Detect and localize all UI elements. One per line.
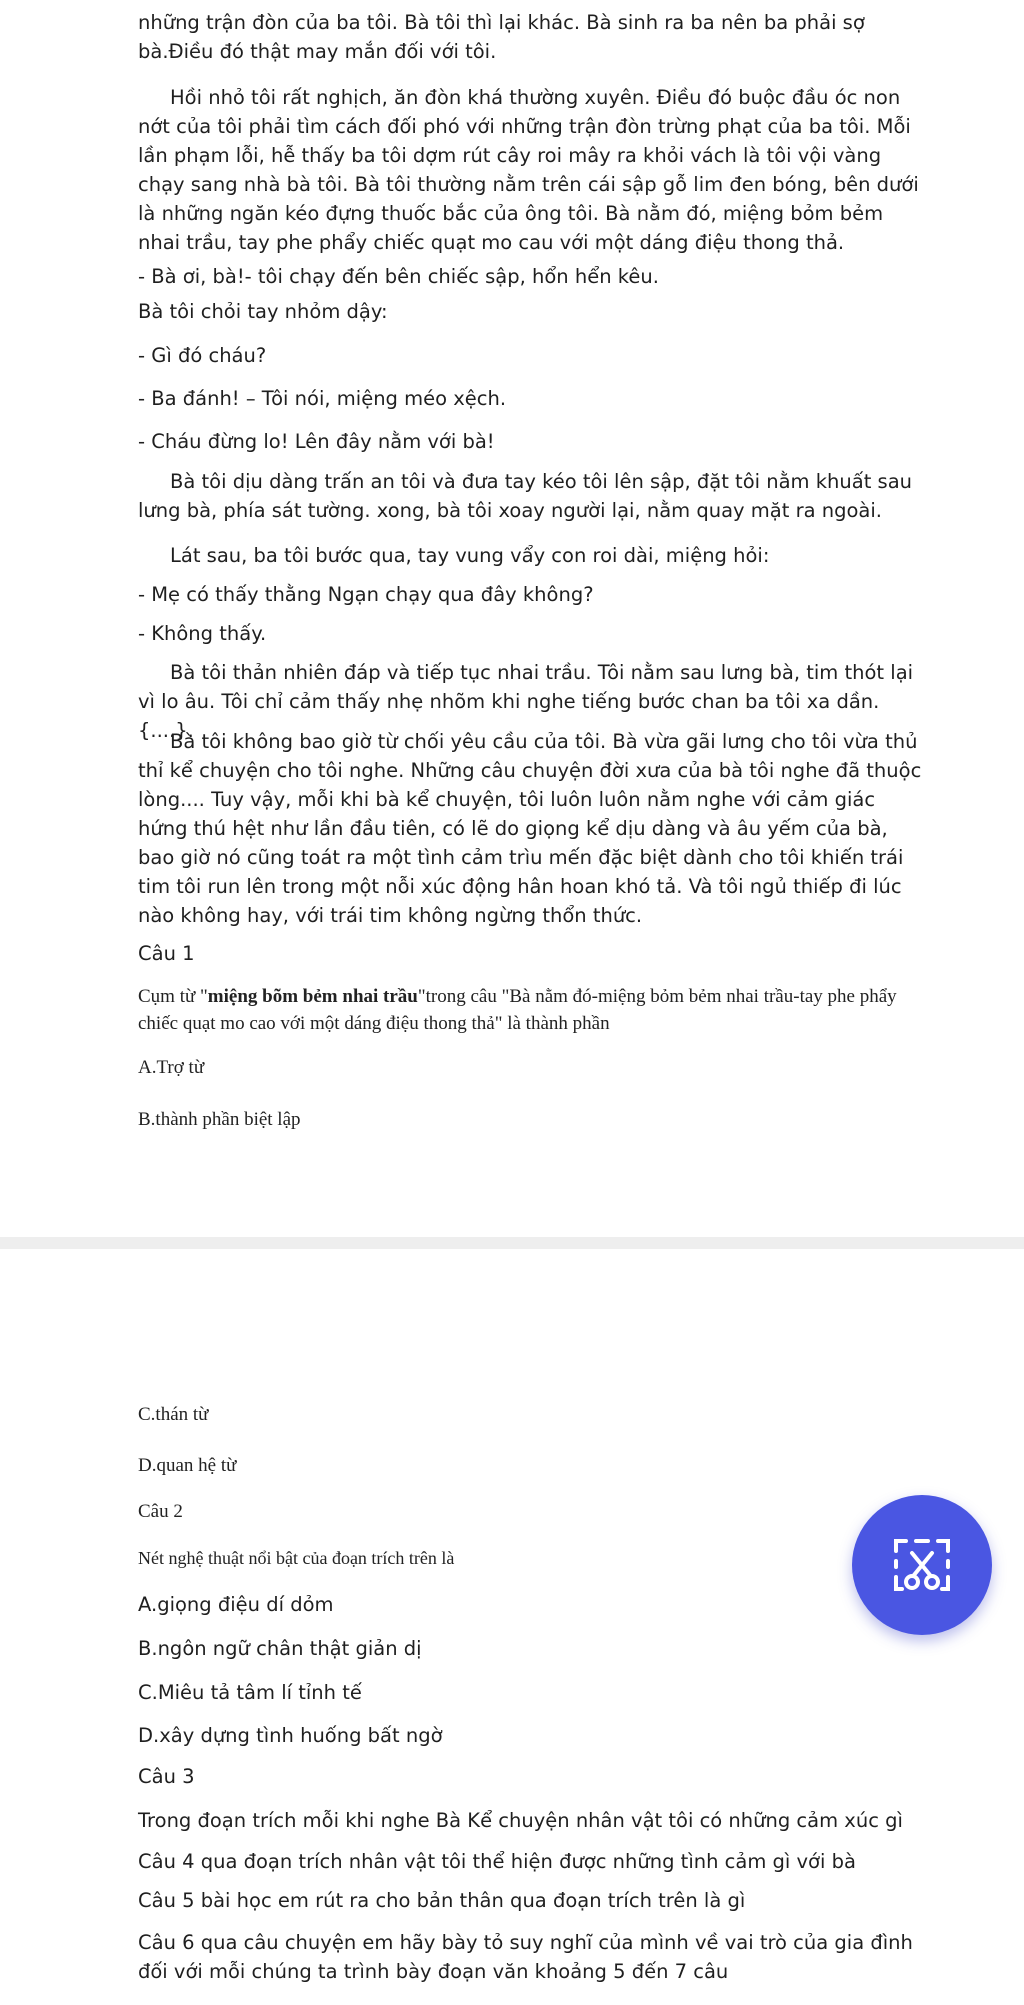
question-1-option-d: D.quan hệ từ [138,1455,237,1476]
story-paragraph-1: những trận đòn của ba tôi. Bà tôi thì lại khác. Bà sinh ra ba nên ba phải sợ bà.Điều đó thật may mắn đối với tôi. [138,11,865,63]
story-paragraph-3: - Bà ơi, bà!- tôi chạy đến bên chiếc sập, hổn hển kêu. [138,265,659,288]
story-paragraph-9: Lát sau, ba tôi bước qua, tay vung vẩy con roi dài, miệng hỏi: [170,544,770,567]
question-1-prompt-bold: miệng bõm bẻm nhai trầu [207,986,418,1007]
story-paragraph-11: - Không thấy. [138,622,267,645]
scissors-crop-icon [890,1533,954,1597]
question-1-option-a: A.Trợ từ [138,1057,205,1078]
story-paragraph-2: Hồi nhỏ tôi rất nghịch, ăn đòn khá thường xuyên. Điều đó buộc đầu óc non nớt của tôi phải tìm cách đối phó với những trận đòn trừng phạt của ba tôi. Mỗi lần phạm lỗi, hễ thấy ba tôi dợm rút cây roi mây ra khỏi vách là tôi vội vàng chạy sang nhà bà tôi. Bà tôi thường nằm trên cái sập gỗ lim đen bóng, bên dưới là những ngăn kéo đựng thuốc bắc của ông tôi. Bà nằm đó, miệng bỏm bẻm nhai trầu, tay phe phẩy chiếc quạt mo cau với một dáng điệu thong thả. [138,86,919,254]
story-paragraph-7: - Cháu đừng lo! Lên đây nằm với bà! [138,430,495,453]
question-3-title: Câu 3 [138,1765,195,1788]
question-5: Câu 5 bài học em rút ra cho bản thân qua đoạn trích trên là gì [138,1889,746,1912]
page-divider [0,1237,1024,1249]
story-paragraph-8: Bà tôi dịu dàng trấn an tôi và đưa tay kéo tôi lên sập, đặt tôi nằm khuất sau lưng bà, phía sát tường. xong, bà tôi xoay người lại, nằm quay mặt ra ngoài. [138,470,913,522]
story-paragraph-10: - Mẹ có thấy thằng Ngạn chạy qua đây không? [138,583,594,606]
question-2-option-b: B.ngôn ngữ chân thật giản dị [138,1637,422,1660]
question-1-prompt-post: "trong câu "Bà nằm đó-miệng bỏm bẻm nhai trầu-tay phe phẩy chiếc quạt mo cao với một dáng điệu thong thả" là thành phần [138,986,897,1034]
story-paragraph-6: - Ba đánh! – Tôi nói, miệng méo xệch. [138,387,507,410]
story-paragraph-5: - Gì đó cháu? [138,344,267,367]
screenshot-crop-button[interactable] [852,1495,992,1635]
question-2-option-a: A.giọng điệu dí dỏm [138,1593,334,1616]
question-1-option-c: C.thán từ [138,1404,209,1425]
question-1-prompt [138,983,930,1037]
question-1-option-b: B.thành phần biệt lập [138,1109,301,1130]
question-2-prompt: Nét nghệ thuật nổi bật của đoạn trích trên là [138,1548,455,1568]
question-2-title: Câu 2 [138,1501,183,1522]
story-paragraph-13: Bà tôi không bao giờ từ chối yêu cầu của tôi. Bà vừa gãi lưng cho tôi vừa thủ thỉ kể chuyện cho tôi nghe. Những câu chuyện đời xưa của bà tôi nghe đã thuộc lòng.... Tuy vậy, mỗi khi bà kể chuyện, tôi luôn luôn nằm nghe với cảm giác hứng thú hệt như lần đầu tiên, có lẽ do giọng kể dịu dàng và âu yếm của bà, bao giờ nó cũng toát ra một tình cảm trìu mến đặc biệt dành cho tôi khiến trái tim tôi run lên trong một nỗi xúc động hân hoan khó tả. Và tôi ngủ thiếp đi lúc nào không hay, với trái tim không ngừng thổn thức. [138,730,922,927]
question-4: Câu 4 qua đoạn trích nhân vật tôi thể hiện được những tình cảm gì với bà [138,1850,856,1873]
question-1-title: Câu 1 [138,942,195,965]
story-paragraph-4: Bà tôi chỏi tay nhỏm dậy: [138,300,388,323]
story-paragraph-12: Bà tôi thản nhiên đáp và tiếp tục nhai trầu. Tôi nằm sau lưng bà, tim thót lại vì lo âu. Tôi chỉ cảm thấy nhẹ nhõm khi nghe tiếng bước chan ba tôi xa dần. {....}. [138,661,914,742]
question-6: Câu 6 qua câu chuyện em hãy bày tỏ suy nghĩ của mình về vai trò của gia đình đối với mỗi chúng ta trình bày đoạn văn khoảng 5 đến 7 câu [138,1931,913,1983]
question-2-option-d: D.xây dựng tình huống bất ngờ [138,1724,443,1747]
question-1-prompt-pre: Cụm từ " [138,986,208,1007]
question-3-prompt: Trong đoạn trích mỗi khi nghe Bà Kể chuyện nhân vật tôi có những cảm xúc gì [138,1809,903,1832]
question-2-option-c: C.Miêu tả tâm lí tỉnh tế [138,1681,362,1704]
